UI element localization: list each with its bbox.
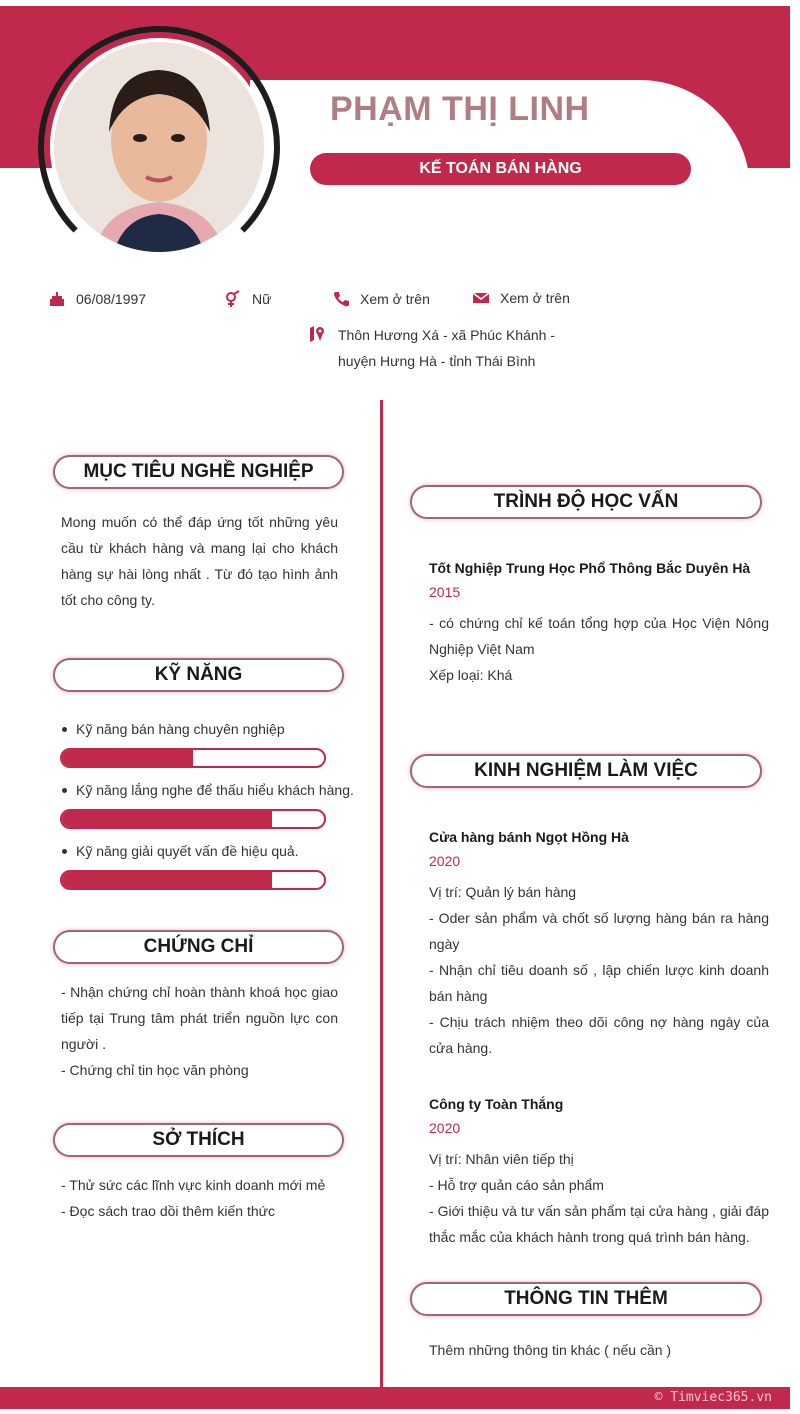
email-text[interactable]: Xem ở trên [500,290,570,306]
map-pin-icon [308,325,326,343]
job-duty: - Hỗ trợ quản cáo sản phẩm [429,1177,604,1193]
job-details [429,1146,769,1250]
footer-band [0,1387,790,1409]
extra-info-text: Thêm những thông tin khác ( nếu cần ) [429,1342,672,1358]
certificates-text [61,979,338,1083]
education-detail-line: - có chứng chỉ kế toán tổng hợp của Học Viện Nông Nghiệp Việt Nam [429,615,769,657]
skill-bar [60,748,326,768]
objective-title: MỤC TIÊU NGHỀ NGHIỆP [53,455,344,489]
email-field [472,290,570,306]
skill-bar [60,809,326,829]
objective-text: Mong muốn có thể đáp ứng tốt những yêu cầu từ khách hàng và mang lại cho khách hàng sự hài lòng nhất . Từ đó tạo hình ảnh tốt cho công ty. [61,514,338,608]
skill-item [62,843,299,859]
candidate-name: PHẠM THỊ LINH [330,90,590,128]
avatar-portrait-illustration [54,42,264,252]
certificate-line: - Nhận chứng chỉ hoàn thành khoá học giao tiếp tại Trung tâm phát triển nguồn lực con người . [61,984,338,1052]
education-year: 2015 [429,584,461,600]
footer-watermark[interactable]: © Timviec365.vn [654,1390,772,1405]
gender-text: Nữ [252,291,272,307]
skill-item [62,721,285,737]
skill-label: Kỹ năng lắng nghe để thấu hiểu khách hàng. [76,782,354,798]
skill-bar [60,870,326,890]
address-line: huyện Hưng Hà - tỉnh Thái Bình [338,353,536,369]
birthday-text: 06/08/1997 [76,291,147,307]
job-title-badge: KẾ TOÁN BÁN HÀNG [310,153,691,185]
job-details [429,879,769,1061]
column-divider [380,400,383,1388]
hobby-line: - Đọc sách trao dồi thêm kiến thức [61,1203,276,1219]
hobbies-title: SỞ THÍCH [53,1123,344,1157]
job-duty: - Oder sản phẩm và chốt số lượng hàng bán ra hàng ngày [429,910,769,952]
hobby-line: - Thử sức các lĩnh vực kinh doanh mới mẻ [61,1177,326,1193]
bullet-dot [62,727,67,732]
skill-label: Kỹ năng giải quyết vấn đề hiệu quả. [76,843,299,859]
experience-title: KINH NGHIỆM LÀM VIỆC [410,754,762,788]
gender-icon [224,290,242,308]
job-year: 2020 [429,853,461,869]
job-position: Vị trí: Nhân viên tiếp thị [429,1151,574,1167]
certificates-title: CHỨNG CHỈ [53,930,344,964]
avatar [50,38,268,256]
address-line: Thôn Hương Xá - xã Phúc Khánh - [338,327,555,343]
extra-info-title: THÔNG TIN THÊM [410,1282,762,1316]
education-details [429,610,769,688]
job-year: 2020 [429,1120,461,1136]
job-duty: - Nhận chỉ tiêu doanh số , lập chiến lược kinh doanh bán hàng [429,962,769,1004]
skills-title: KỸ NĂNG [53,658,344,692]
bullet-dot [62,788,67,793]
job-duty: - Giới thiệu và tư vấn sản phẩm tại cửa hàng , giải đáp thắc mắc của khách hành trong quá trình bán hàng. [429,1203,769,1245]
birthday-cake-icon [48,290,66,308]
phone-text[interactable]: Xem ở trên [360,291,430,307]
school-name: Tốt Nghiệp Trung Học Phổ Thông Bắc Duyên Hà [429,560,751,576]
hobbies-text [61,1172,351,1224]
skill-bar-fill [62,750,193,766]
gender-field [224,290,271,308]
job-position: Vị trí: Quản lý bán hàng [429,884,577,900]
education-grade: Xếp loại: Khá [429,667,513,683]
job-duty: - Chịu trách nhiệm theo dõi công nợ hàng ngày của cửa hàng. [429,1014,769,1056]
education-title: TRÌNH ĐỘ HỌC VẤN [410,485,762,519]
bullet-dot [62,849,67,854]
skill-bar-fill [62,811,272,827]
phone-icon [332,290,350,308]
company-name: Công ty Toàn Thắng [429,1096,564,1112]
birthday-field [48,290,146,308]
certificate-line: - Chứng chỉ tin học văn phòng [61,1062,249,1078]
email-envelope-icon [472,291,490,305]
skill-label: Kỹ năng bán hàng chuyên nghiệp [76,721,285,737]
company-name: Cửa hàng bánh Ngọt Hồng Hà [429,829,629,845]
phone-field [332,290,430,308]
address-text [338,322,578,374]
skill-item [62,782,354,798]
skill-bar-fill [62,872,272,888]
